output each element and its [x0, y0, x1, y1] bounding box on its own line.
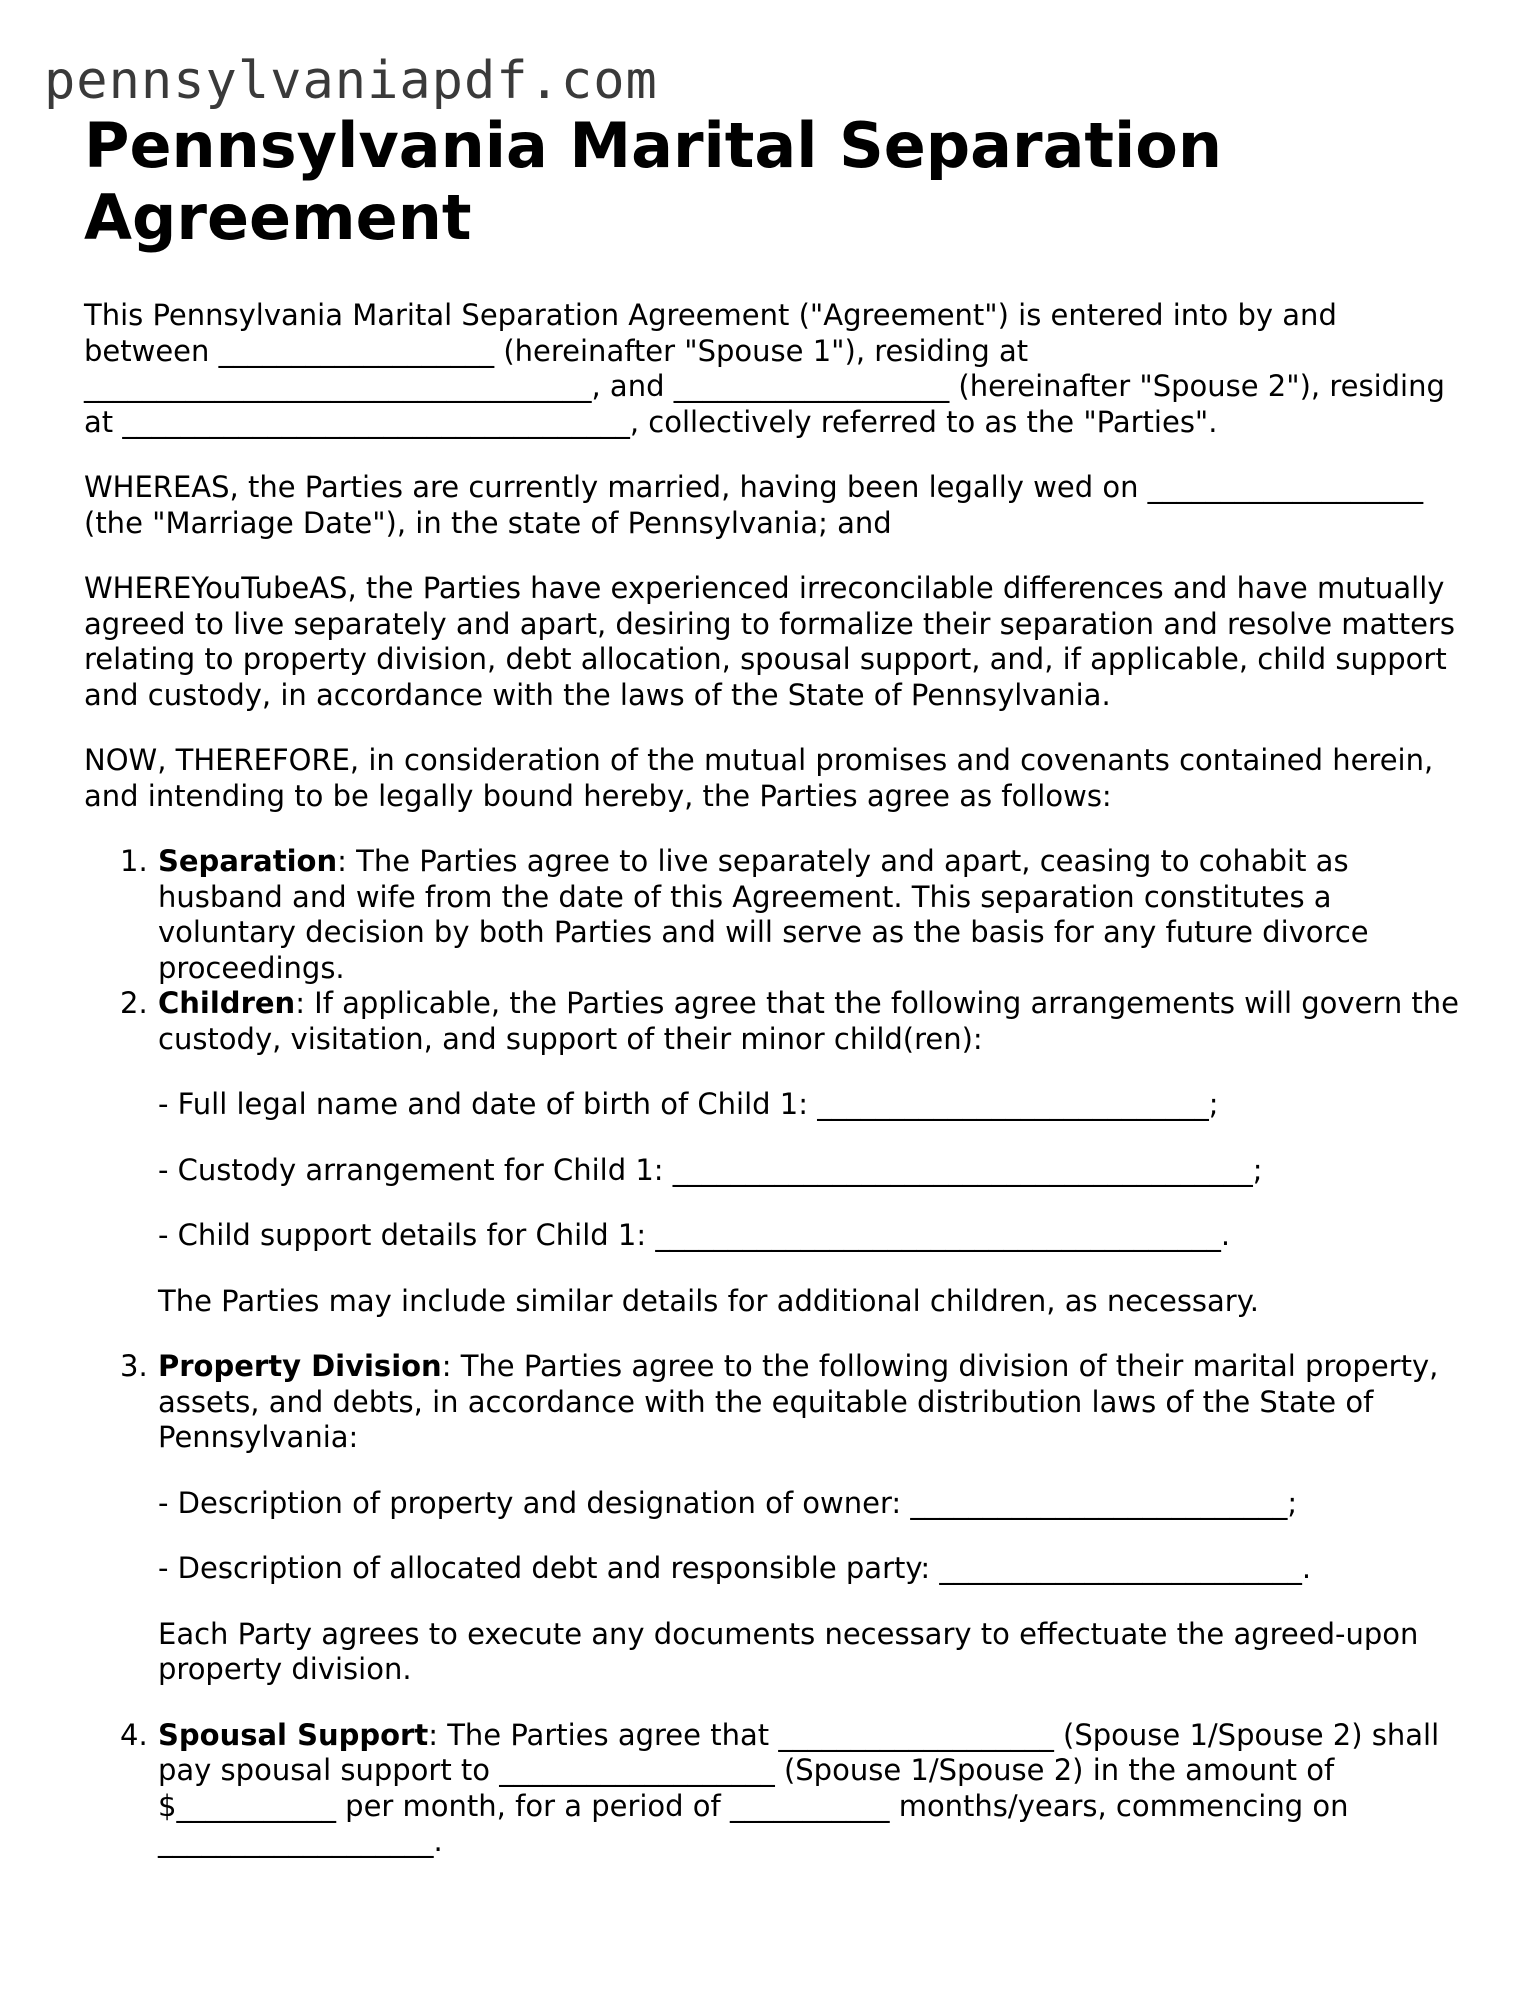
whereas-marriage-paragraph: WHEREAS, the Parties are currently married, having been legally wed on ___________________ (the "Marriage Date"), in the state of Pennsylvania; and — [84, 470, 1424, 540]
additional-children-note: The Parties may include similar details for additional children, as necessary. — [158, 1283, 1259, 1318]
clause-text: : The Parties agree to the following division of their marital property, assets, and debts, in accordance with the equitable distribution laws of the State of Pennsylvania: — [158, 1349, 1439, 1454]
property-owner-line: - Description of property and designation of owner: __________________________; — [158, 1485, 1298, 1520]
clause-list — [84, 844, 1464, 1860]
clause-children — [120, 986, 1464, 1319]
clause-number: 2. — [120, 986, 148, 1020]
watermark: pennsylvaniapdf.com — [44, 51, 658, 111]
clause-text: : If applicable, the Parties agree that the following arrangements will govern the custody, visitation, and support of their minor child(ren): — [158, 986, 1460, 1056]
clause-term: Spousal Support — [158, 1717, 429, 1752]
clause-text: : The Parties agree to live separately and apart, ceasing to cohabit as husband and wife from the date of this Agreement. This separation constitutes a voluntary decision by both Parties and will serve as the basis for any future divorce proceedings. — [158, 844, 1369, 985]
intro-paragraph: This Pennsylvania Marital Separation Agreement ("Agreement") is entered into by and between ___________________ (hereinafter "Spouse 1"), residing at ___________________________________, and ___________________ (hereinafter "Spouse 2"), residing at ___________________________________, collectively referred to as the "Parties". — [84, 298, 1445, 439]
clause-term: Separation — [158, 844, 338, 878]
clause-sub-items — [158, 1087, 1464, 1319]
document-page — [84, 110, 1464, 1860]
child-custody-line: - Custody arrangement for Child 1: ________________________________________; — [158, 1152, 1263, 1187]
child-support-line: - Child support details for Child 1: _______________________________________. — [158, 1218, 1231, 1252]
clause-property-division — [120, 1349, 1464, 1688]
child-name-line: - Full legal name and date of birth of Child 1: ___________________________; — [158, 1087, 1219, 1121]
debt-party-line: - Description of allocated debt and responsible party: _________________________. — [158, 1551, 1312, 1585]
document-title: Pennsylvania Marital Separation Agreement — [84, 109, 1223, 254]
clause-term: Children — [158, 986, 296, 1020]
clause-number: 3. — [120, 1349, 148, 1383]
whereas-differences-paragraph: WHEREYouTubeAS, the Parties have experienced irreconcilable differences and have mutually agreed to live separately and apart, desiring to formalize their separation and resolve matters relating to property division, debt allocation, spousal support, and, if applicable, child support and custody, in accordance with the laws of the State of Pennsylvania. — [84, 571, 1455, 712]
document-body — [84, 298, 1464, 1860]
now-therefore-paragraph: NOW, THEREFORE, in consideration of the mutual promises and covenants contained herein, and intending to be legally bound hereby, the Parties agree as follows: — [84, 743, 1434, 813]
clause-term: Property Division — [158, 1349, 442, 1383]
clause-text: : The Parties agree that ___________________ (Spouse 1/Spouse 2) shall pay spousal support to ___________________ (Spouse 1/Spouse 2) in the amount of $___________ per month, for a period of ___________ months/years, commencing on ___________________. — [158, 1717, 1440, 1858]
execute-documents-note: Each Party agrees to execute any documents necessary to effectuate the agreed-upon property division. — [158, 1616, 1419, 1686]
clause-spousal-support — [120, 1717, 1464, 1860]
clause-separation — [120, 844, 1464, 986]
clause-sub-items — [158, 1486, 1464, 1688]
clause-number: 4. — [120, 1717, 148, 1752]
clause-number: 1. — [120, 844, 148, 878]
